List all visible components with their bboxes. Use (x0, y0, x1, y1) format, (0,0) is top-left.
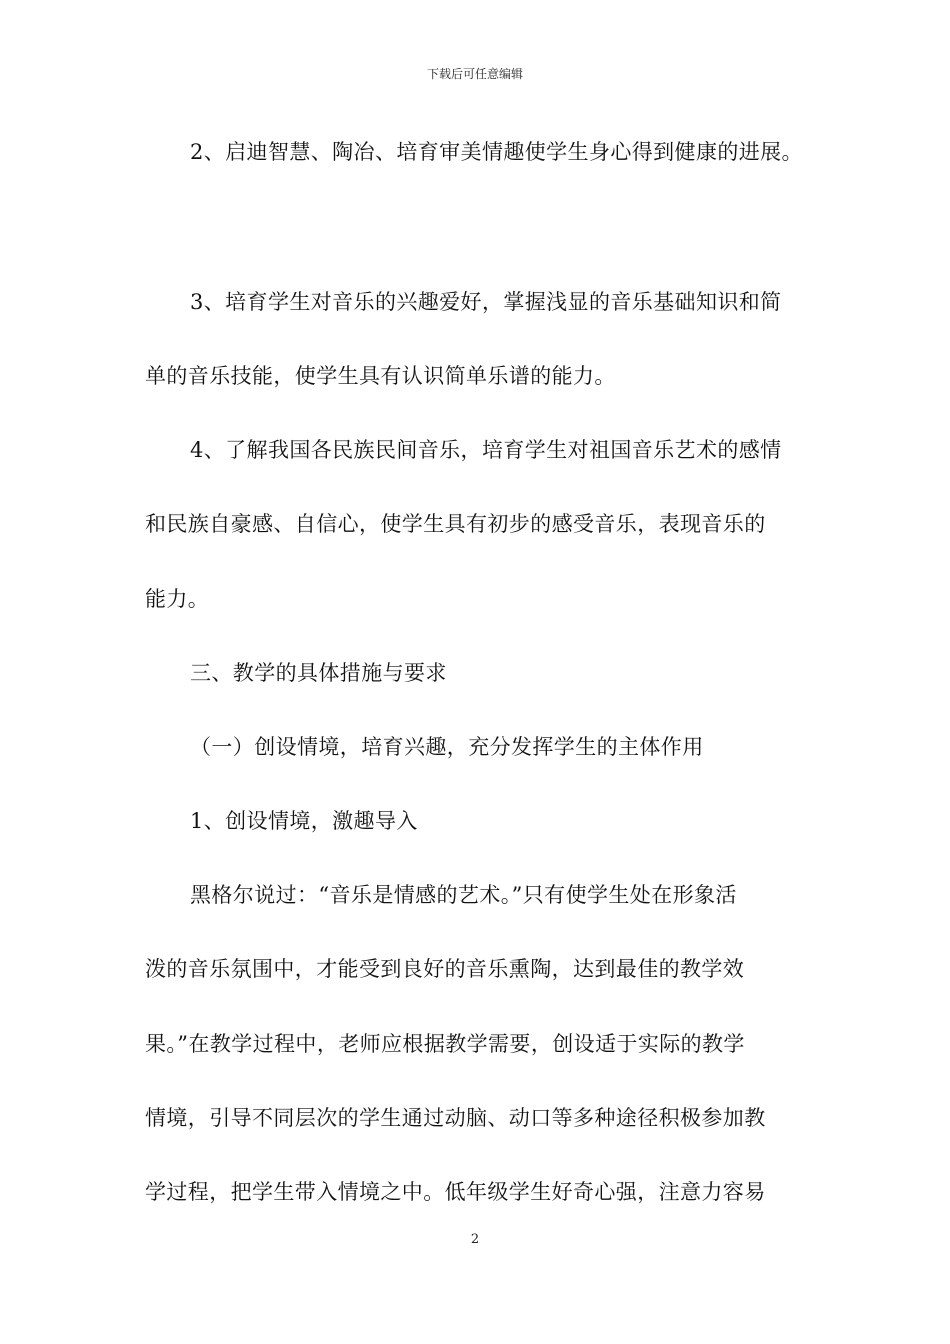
text-line-goal-3: 3、培育学生对音乐的兴趣爱好，掌握浅显的音乐基础知识和简 (190, 290, 782, 314)
paragraph-line-2: 泼的音乐氛围中，才能受到良好的音乐熏陶，达到最佳的教学效 (145, 957, 745, 981)
text-line-goal-4-cont-2: 能力。 (145, 587, 210, 611)
paragraph-line-4: 情境，引导不同层次的学生通过动脑、动口等多种途径积极参加教 (145, 1106, 766, 1130)
text-line-goal-4-cont-1: 和民族自豪感、自信心，使学生具有初步的感受音乐，表现音乐的 (145, 512, 766, 536)
text-line-goal-4: 4、了解我国各民族民间音乐，培育学生对祖国音乐艺术的感情 (190, 438, 782, 462)
item-heading-1: 1、创设情境，激趣导入 (190, 809, 418, 833)
text-line-goal-2: 2、启迪智慧、陶冶、培育审美情趣使学生身心得到健康的进展。 (190, 140, 803, 164)
subsection-heading-1: （一）创设情境，培育兴趣，充分发挥学生的主体作用 (190, 735, 704, 759)
paragraph-line-5: 学过程，把学生带入情境之中。低年级学生好奇心强，注意力容易 (145, 1180, 766, 1204)
page-header: 下载后可任意编辑 (426, 67, 523, 81)
page-number: 2 (470, 1232, 480, 1247)
paragraph-line-3: 果。”在教学过程中，老师应根据教学需要，创设适于实际的教学 (145, 1032, 745, 1056)
section-heading-3: 三、教学的具体措施与要求 (190, 661, 447, 685)
paragraph-line-1: 黑格尔说过：“音乐是情感的艺术。”只有使学生处在形象活 (190, 883, 737, 907)
text-line-goal-3-cont: 单的音乐技能，使学生具有认识简单乐谱的能力。 (145, 364, 616, 388)
